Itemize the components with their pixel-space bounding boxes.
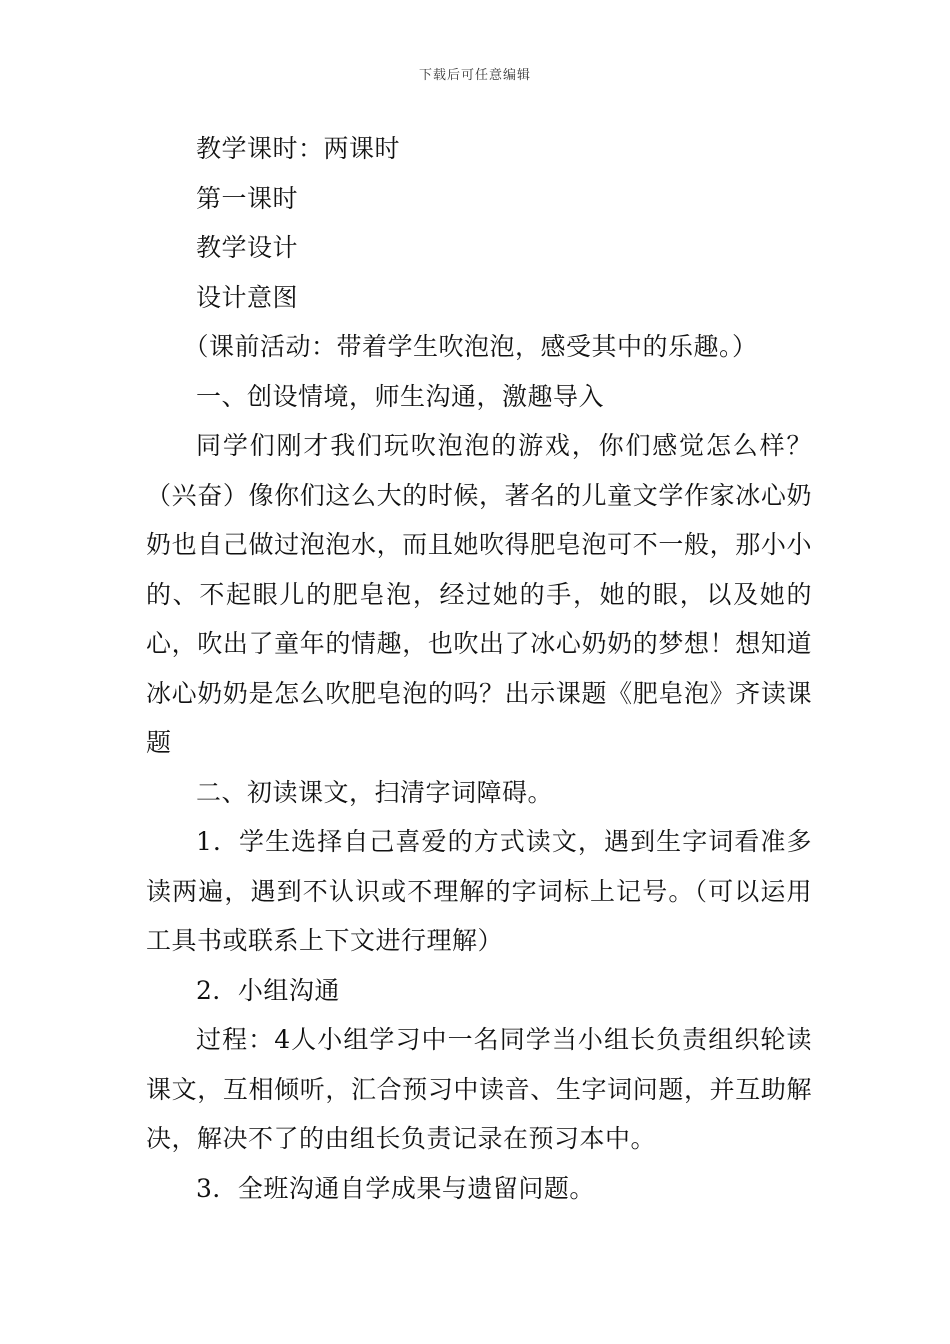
- pre-class-activity: （课前活动：带着学生吹泡泡，感受其中的乐趣。）: [183, 332, 758, 361]
- step-two-item-1: 1．学生选择自己喜爱的方式读文，遇到生字词看准多读两遍，遇到不认识或不理解的字词标上记号。（可以运用工具书或联系上下文进行理解）: [146, 827, 812, 955]
- step-one-body: 同学们刚才我们玩吹泡泡的游戏，你们感觉怎么样？（兴奋）像你们这么大的时候，著名的儿童文学作家冰心奶奶也自己做过泡泡水，而且她吹得肥皂泡可不一般，那小小的、不起眼儿的肥皂泡，经过她的手，她的眼，以及她的心，吹出了童年的情趣，也吹出了冰心奶奶的梦想！想知道冰心奶奶是怎么吹肥皂泡的吗？出示课题《肥皂泡》齐读课题: [146, 431, 812, 757]
- step-two-item-2: 2．小组沟通: [196, 975, 340, 1005]
- step-one-heading: 一、创设情境，师生沟通，激趣导入: [196, 381, 605, 411]
- section-heading-design: 教学设计: [196, 233, 299, 262]
- lesson-number: 第一课时: [196, 183, 299, 213]
- section-heading-intent: 设计意图: [196, 282, 299, 312]
- page-header: 下载后可任意编辑: [418, 68, 531, 83]
- step-two-heading: 二、初读课文，扫清字词障碍。: [196, 777, 554, 807]
- lesson-duration: 教学课时：两课时: [196, 134, 401, 163]
- step-two-process: 过程：4人小组学习中一名同学当小组长负责组织轮读课文，互相倾听，汇合预习中读音、生字词问题，并互助解决，解决不了的由组长负责记录在预习本中。: [146, 1025, 812, 1153]
- step-two-item-3: 3．全班沟通自学成果与遗留问题。: [196, 1173, 595, 1203]
- document-body: [146, 124, 812, 1213]
